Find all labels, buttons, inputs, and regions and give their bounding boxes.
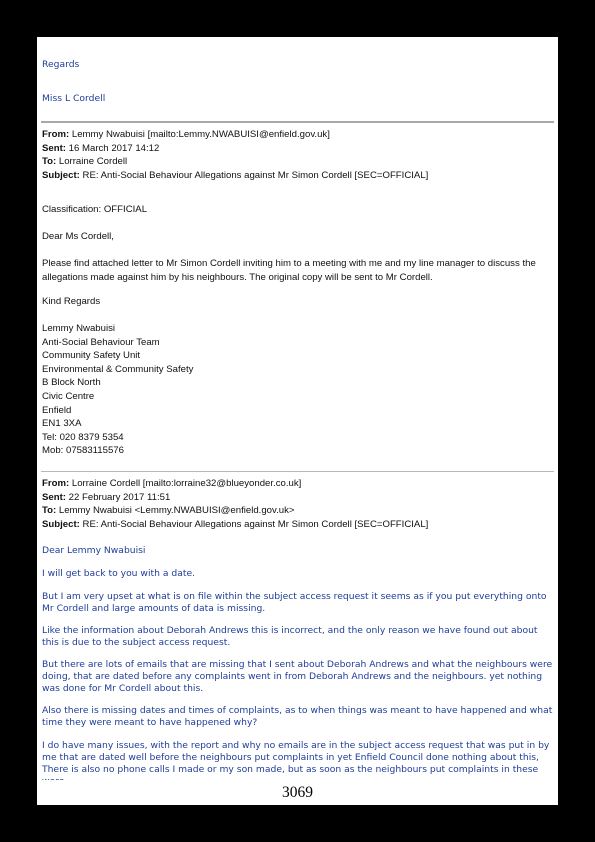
body-paragraph: I do have many issues, with the report and why no emails are in the subject access request that was put in by me that are dated well before the neighbours put complaints in yet Enfield Council done nothing about this, There is also no phone calls I made or my son made, but as soon as the neighbours put complaints in these (42, 740, 550, 775)
signature-line: Tel: 020 8379 5354 (42, 431, 124, 443)
to-line: To: Lemmy Nwabuisi <Lemmy.NWABUISI@enfield.gov.uk> (42, 505, 295, 517)
body-paragraph: I will get back to you with a date. (42, 568, 196, 579)
closing-text: Kind Regards (42, 296, 101, 307)
page-number: 3069 (37, 780, 558, 805)
signature-line: Anti-Social Behaviour Team (42, 336, 160, 348)
sent-line: Sent: 16 March 2017 14:12 (42, 142, 160, 154)
signature-line: Community Safety Unit (42, 350, 141, 362)
signature-line: Mob: 07583115576 (42, 445, 124, 457)
signature-line: B Block North (42, 377, 101, 389)
email-header-2 (42, 477, 554, 531)
signature-line: Lemmy Nwabuisi (42, 323, 116, 334)
separator-rule (41, 121, 554, 123)
signature-block (42, 322, 554, 458)
body-paragraph: Like the information about Deborah Andrews this is incorrect, and the only reason we have found out about this is due to the subject access request. (42, 625, 538, 648)
from-line: From: Lemmy Nwabuisi [mailto:Lemmy.NWABUISI@enfield.gov.uk] (42, 129, 330, 140)
sent-line: Sent: 22 February 2017 11:51 (42, 491, 171, 503)
body-paragraph: But I am very upset at what is on file within the subject access request it seems as if you put everything onto Mr Cordell and large amounts of data is missing. (42, 591, 547, 614)
separator-rule (41, 471, 554, 472)
subject-line: Subject: RE: Anti-Social Behaviour Allegations against Mr Simon Cordell [SEC=OFFICIAL] (42, 518, 429, 530)
classification-text: Classification: OFFICIAL (42, 204, 148, 215)
signature-line: EN1 3XA (42, 418, 82, 430)
regards-text: Regards (42, 59, 80, 70)
to-line: To: Lorraine Cordell (42, 156, 128, 168)
signature-line: Enfield (42, 404, 72, 416)
greeting-text: Dear Lemmy Nwabuisi (42, 545, 146, 556)
signature-line: Civic Centre (42, 390, 95, 402)
sender-name: Miss L Cordell (42, 93, 106, 104)
email-body-text: Please find attached letter to Mr Simon Cordell inviting him to a meeting with me and my line manager to discuss the allegations made against him by his neighbours. The original copy will be sent to Mr Cordell. (42, 258, 536, 283)
subject-line: Subject: RE: Anti-Social Behaviour Allegations against Mr Simon Cordell [SEC=OFFICIAL] (42, 169, 429, 181)
signature-line: Environmental & Community Safety (42, 363, 194, 375)
from-line: From: Lorraine Cordell [mailto:lorraine32@blueyonder.co.uk] (42, 478, 302, 489)
document-page (37, 37, 558, 805)
email-header-1 (42, 128, 554, 182)
body-paragraph: Also there is missing dates and times of complaints, as to when things was meant to have happened and what time they were meant to have happened why? (42, 705, 553, 728)
body-paragraph: But there are lots of emails that are missing that I sent about Deborah Andrews and what the neighbours were doing, that are dated before any complaints went in from Deborah Andrews and the neighbours. yet nothing was done for Mr Cordell about this. (42, 659, 553, 694)
greeting-text: Dear Ms Cordell, (42, 231, 114, 242)
